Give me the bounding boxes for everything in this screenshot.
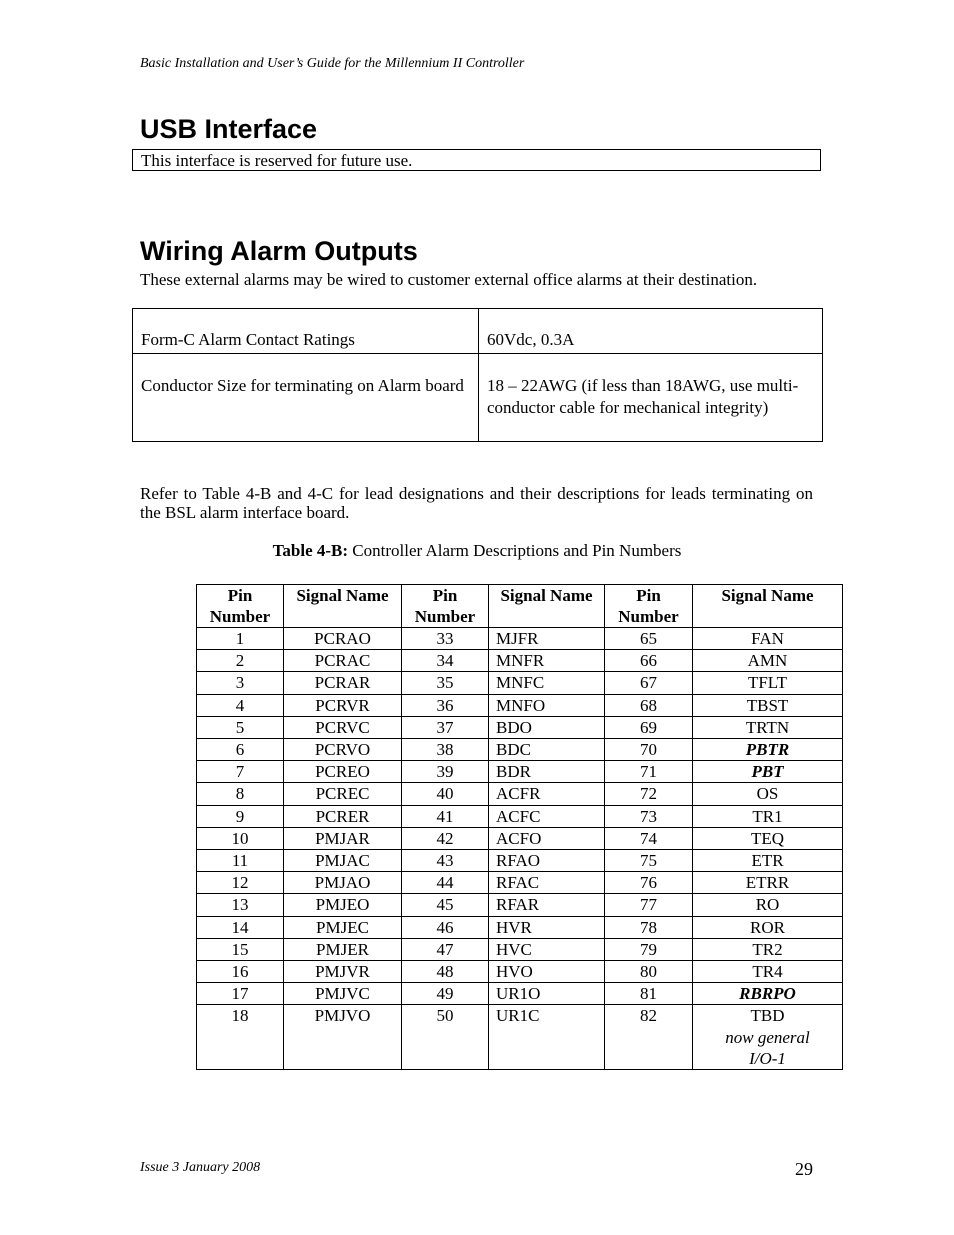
pin-number-cell (197, 783, 284, 805)
cell-text: PCRAO (314, 629, 371, 648)
signal-name-cell (489, 1005, 605, 1070)
ratings-value: 18 – 22AWG (if less than 18AWG, use multi-conductor cable for mechanical integrity) (479, 354, 823, 442)
signal-name-cell (693, 805, 843, 827)
pin-number-cell (605, 1005, 693, 1070)
cell-text: 8 (235, 784, 245, 804)
signal-name-cell (284, 739, 402, 761)
cell-text: MJFR (496, 629, 539, 648)
table-row (197, 983, 843, 1005)
cell-text: ACFC (496, 806, 541, 826)
cell-text: BDR (496, 762, 531, 782)
cell-text: 11 (231, 851, 249, 871)
cell-text: PCRVO (314, 740, 371, 760)
pin-number-cell (605, 805, 693, 827)
pin-number-cell (402, 961, 489, 983)
signal-name-cell (284, 694, 402, 716)
pin-number-cell (605, 694, 693, 716)
pin-number-cell (605, 650, 693, 672)
cell-text: PBTR (745, 740, 790, 760)
pin-number-cell (605, 628, 693, 650)
pin-table-header-row (197, 585, 843, 628)
cell-text: 74 (640, 828, 657, 848)
signal-name-cell (489, 916, 605, 938)
pin-number-cell (402, 850, 489, 872)
signal-name-cell (284, 827, 402, 849)
signal-name-cell (284, 894, 402, 916)
cell-text: 79 (640, 939, 657, 959)
cell-text: 2 (235, 651, 245, 671)
cell-text: TR4 (752, 962, 783, 982)
pin-number-cell (402, 872, 489, 894)
pin-number-cell (197, 938, 284, 960)
table-row (197, 628, 843, 650)
signal-name-cell (489, 650, 605, 672)
cell-text: ROR (750, 917, 785, 937)
table-row (197, 650, 843, 672)
signal-name-cell (693, 872, 843, 894)
usb-interface-heading: USB Interface (140, 114, 318, 144)
cell-text: 72 (640, 784, 657, 804)
signal-name-cell (284, 650, 402, 672)
pin-number-cell (402, 739, 489, 761)
wiring-alarm-outputs-heading: Wiring Alarm Outputs (140, 236, 418, 266)
pin-number-cell (402, 983, 489, 1005)
cell-text: PCRVC (315, 717, 370, 737)
cell-text: RO (755, 895, 780, 915)
signal-name-cell (693, 827, 843, 849)
cell-text: 17 (231, 984, 249, 1004)
cell-text: HVC (496, 939, 532, 959)
table-caption-label: Table 4-B: (272, 541, 349, 560)
cell-text: HVR (496, 917, 532, 937)
pin-number-cell (197, 628, 284, 650)
cell-text: PMJEO (315, 895, 370, 915)
signal-name-cell (284, 628, 402, 650)
ratings-value: 60Vdc, 0.3A (479, 309, 823, 354)
pin-number-cell (197, 1005, 284, 1070)
cell-text: TR1 (752, 806, 783, 826)
pin-number-cell (402, 761, 489, 783)
pin-number-cell (402, 894, 489, 916)
header-signal-name: Signal Name (489, 585, 605, 628)
signal-name-cell (284, 872, 402, 894)
signal-name-cell (693, 783, 843, 805)
pin-number-cell (197, 827, 284, 849)
running-header: Basic Installation and User’s Guide for the Millennium II Controller (140, 56, 525, 71)
pin-number-cell (197, 983, 284, 1005)
table-row (197, 1005, 843, 1070)
cell-text: 38 (436, 740, 454, 760)
usb-interface-note: This interface is reserved for future use. (132, 149, 821, 171)
cell-text: PCRAC (314, 651, 371, 671)
signal-name-cell (489, 850, 605, 872)
cell-text: OS (756, 784, 779, 804)
cell-text: 46 (436, 917, 454, 937)
cell-text: 18 (231, 1006, 249, 1026)
cell-text: 35 (436, 673, 454, 693)
pin-number-cell (197, 761, 284, 783)
alarm-ratings-table (132, 308, 823, 442)
cell-text: PCRVR (315, 695, 370, 715)
pin-number-cell (197, 694, 284, 716)
cell-text: ACFR (496, 784, 541, 804)
pin-number-cell (197, 805, 284, 827)
cell-text: BDO (496, 717, 532, 737)
pin-number-cell (605, 872, 693, 894)
signal-name-cell (284, 805, 402, 827)
signal-name-cell (693, 894, 843, 916)
cell-text: MNFR (496, 651, 545, 671)
pin-number-cell (402, 628, 489, 650)
cell-text: RFAC (496, 873, 540, 893)
pin-number-cell (197, 739, 284, 761)
cell-text: PMJVO (314, 1006, 371, 1026)
cell-text: ACFO (496, 828, 542, 848)
signal-name-cell (489, 672, 605, 694)
signal-name-cell (693, 916, 843, 938)
cell-text: UR1O (496, 984, 541, 1004)
cell-text: 68 (640, 695, 657, 715)
signal-name-cell (489, 628, 605, 650)
cell-text: MNFC (496, 673, 545, 693)
signal-name-cell (284, 716, 402, 738)
signal-name-cell (489, 827, 605, 849)
cell-text: 48 (436, 962, 454, 982)
cell-text: RFAO (496, 851, 541, 871)
pin-number-cell (402, 916, 489, 938)
cell-text: PCRER (315, 806, 370, 826)
cell-text: BDC (496, 740, 531, 760)
pin-number-cell (197, 872, 284, 894)
cell-text: 33 (436, 629, 454, 648)
ratings-row (133, 354, 823, 442)
table-row (197, 850, 843, 872)
table-row (197, 805, 843, 827)
cell-text: 12 (231, 873, 249, 893)
cell-text: 75 (640, 851, 657, 871)
signal-name-cell (693, 650, 843, 672)
cell-text: HVO (496, 962, 533, 982)
cell-text: 70 (640, 740, 657, 760)
pin-number-cell (605, 938, 693, 960)
table-row (197, 827, 843, 849)
signal-name-cell (693, 672, 843, 694)
signal-name-cell (284, 1005, 402, 1070)
signal-name-cell (284, 783, 402, 805)
signal-name-cell (693, 961, 843, 983)
cell-text: 9 (235, 806, 245, 826)
cell-text: 81 (640, 984, 657, 1004)
pin-number-cell (197, 961, 284, 983)
header-signal-name: Signal Name (693, 585, 843, 628)
cell-text: 13 (231, 895, 249, 915)
signal-name-cell (489, 983, 605, 1005)
pin-number-cell (605, 672, 693, 694)
cell-text: 71 (640, 762, 657, 782)
cell-text: 47 (436, 939, 454, 959)
signal-name-cell (693, 850, 843, 872)
table-row (197, 716, 843, 738)
header-pin-number: Pin Number (605, 585, 693, 628)
signal-name-cell (284, 761, 402, 783)
table-row (197, 739, 843, 761)
pin-number-cell (605, 783, 693, 805)
pin-number-cell (605, 761, 693, 783)
cell-text: PMJAO (314, 873, 371, 893)
pin-number-cell (402, 938, 489, 960)
cell-text: PBT (751, 762, 784, 782)
cell-text: 44 (436, 873, 454, 893)
pin-number-cell (197, 672, 284, 694)
cell-text: 1 (235, 629, 245, 648)
table-caption-text: Controller Alarm Descriptions and Pin Numbers (348, 541, 682, 560)
tbd-note: I/O-1 (749, 1048, 786, 1068)
cell-text: PMJVR (315, 962, 370, 982)
alarm-intro-paragraph: These external alarms may be wired to customer external office alarms at their destination. (140, 270, 758, 289)
pin-number-cell (402, 1005, 489, 1070)
cell-text: 14 (231, 917, 249, 937)
table-caption (0, 541, 954, 561)
pin-number-cell (197, 894, 284, 916)
cell-text: PCRAR (314, 673, 371, 693)
signal-name-cell (284, 938, 402, 960)
table-row (197, 916, 843, 938)
cell-text: 65 (640, 629, 657, 648)
table-row (197, 894, 843, 916)
cell-text: FAN (751, 629, 784, 648)
ratings-label: Form-C Alarm Contact Ratings (133, 309, 479, 354)
signal-name-cell (489, 961, 605, 983)
table-row (197, 672, 843, 694)
cell-text: 15 (231, 939, 249, 959)
cell-text: PCREC (315, 784, 370, 804)
pin-number-cell (605, 894, 693, 916)
signal-name-cell (489, 894, 605, 916)
pin-number-cell (605, 739, 693, 761)
cell-text: 39 (436, 762, 454, 782)
table-row (197, 783, 843, 805)
cell-text: ETR (751, 851, 784, 871)
cell-text: 7 (235, 762, 245, 782)
pin-number-cell (605, 827, 693, 849)
cell-text: 4 (235, 695, 245, 715)
cell-text: TBD (750, 1006, 785, 1026)
cell-text: 34 (436, 651, 454, 671)
ratings-row (133, 309, 823, 354)
cell-text: 41 (436, 806, 454, 826)
cell-text: UR1C (496, 1006, 540, 1026)
cell-text: 3 (235, 673, 245, 693)
signal-name-cell (693, 628, 843, 650)
cell-text: PMJAR (315, 828, 370, 848)
pin-number-cell (402, 650, 489, 672)
cell-text: 10 (231, 828, 249, 848)
header-pin-number: Pin Number (402, 585, 489, 628)
cell-text: 80 (640, 962, 657, 982)
pin-number-cell (605, 716, 693, 738)
ratings-label: Conductor Size for terminating on Alarm board (133, 354, 479, 442)
signal-name-cell (489, 805, 605, 827)
cell-text: TEQ (750, 828, 785, 848)
signal-name-cell (284, 961, 402, 983)
signal-name-cell (284, 983, 402, 1005)
cell-text: 37 (436, 717, 454, 737)
cell-text: 42 (436, 828, 454, 848)
signal-name-cell (284, 672, 402, 694)
pin-number-cell (402, 783, 489, 805)
signal-name-cell (489, 938, 605, 960)
pin-number-cell (402, 716, 489, 738)
cell-text: RFAR (496, 895, 540, 915)
cell-text: AMN (747, 651, 788, 671)
signal-name-cell (284, 916, 402, 938)
signal-name-cell (284, 850, 402, 872)
signal-name-cell (693, 716, 843, 738)
pin-number-cell (197, 916, 284, 938)
signal-name-cell (489, 872, 605, 894)
cell-text: 16 (231, 962, 249, 982)
signal-name-cell (489, 716, 605, 738)
cell-text: TBST (746, 695, 789, 715)
cell-text: 6 (235, 740, 245, 760)
cell-text: 45 (436, 895, 454, 915)
refer-paragraph: Refer to Table 4-B and 4-C for lead designations and their descriptions for leads terminating on the BSL alarm interface board. (140, 484, 813, 522)
pin-number-cell (605, 916, 693, 938)
pin-number-cell (197, 850, 284, 872)
table-row (197, 872, 843, 894)
signal-name-cell (693, 1005, 843, 1070)
signal-name-cell (489, 739, 605, 761)
signal-name-cell (693, 739, 843, 761)
header-signal-name: Signal Name (284, 585, 402, 628)
cell-text: 76 (640, 873, 657, 893)
cell-text: 69 (640, 717, 657, 737)
signal-name-cell (489, 761, 605, 783)
cell-text: 67 (640, 673, 657, 693)
pin-number-cell (402, 694, 489, 716)
cell-text: 43 (436, 851, 454, 871)
tbd-note: now general (725, 1027, 810, 1047)
pin-number-cell (402, 672, 489, 694)
table-row (197, 694, 843, 716)
page-number: 29 (795, 1159, 813, 1179)
pin-number-cell (197, 716, 284, 738)
header-pin-number: Pin Number (197, 585, 284, 628)
cell-text: RBRPO (739, 984, 796, 1004)
cell-text: 77 (640, 895, 657, 915)
cell-text: 40 (436, 784, 454, 804)
cell-text: PMJVC (315, 984, 370, 1004)
pin-number-cell (402, 805, 489, 827)
cell-text: 82 (640, 1006, 657, 1026)
cell-text: PMJAC (315, 851, 370, 871)
cell-text: 36 (436, 695, 454, 715)
pin-table-body (197, 628, 843, 1070)
pin-number-cell (605, 983, 693, 1005)
alarm-pin-table (196, 584, 843, 1070)
cell-text: TR2 (752, 939, 783, 959)
cell-text: 50 (436, 1006, 454, 1026)
signal-name-cell (693, 938, 843, 960)
cell-text: 73 (640, 806, 657, 826)
cell-text: 5 (235, 717, 245, 737)
pin-number-cell (605, 961, 693, 983)
signal-name-cell (693, 761, 843, 783)
cell-text: 78 (640, 917, 657, 937)
cell-text: 49 (436, 984, 454, 1004)
cell-text: PCREO (315, 762, 370, 782)
table-row (197, 761, 843, 783)
footer-issue: Issue 3 January 2008 (140, 1160, 261, 1175)
cell-text: PMJER (316, 939, 369, 959)
cell-text: TRTN (745, 717, 790, 737)
cell-text: ETRR (745, 873, 790, 893)
table-row (197, 938, 843, 960)
signal-name-cell (489, 694, 605, 716)
cell-text: PMJEC (316, 917, 369, 937)
pin-number-cell (402, 827, 489, 849)
cell-text: 66 (640, 651, 657, 671)
pin-number-cell (605, 850, 693, 872)
signal-name-cell (693, 694, 843, 716)
signal-name-cell (489, 783, 605, 805)
cell-text: TFLT (747, 673, 788, 693)
signal-name-cell (693, 983, 843, 1005)
table-row (197, 961, 843, 983)
cell-text: MNFO (496, 695, 546, 715)
pin-number-cell (197, 650, 284, 672)
